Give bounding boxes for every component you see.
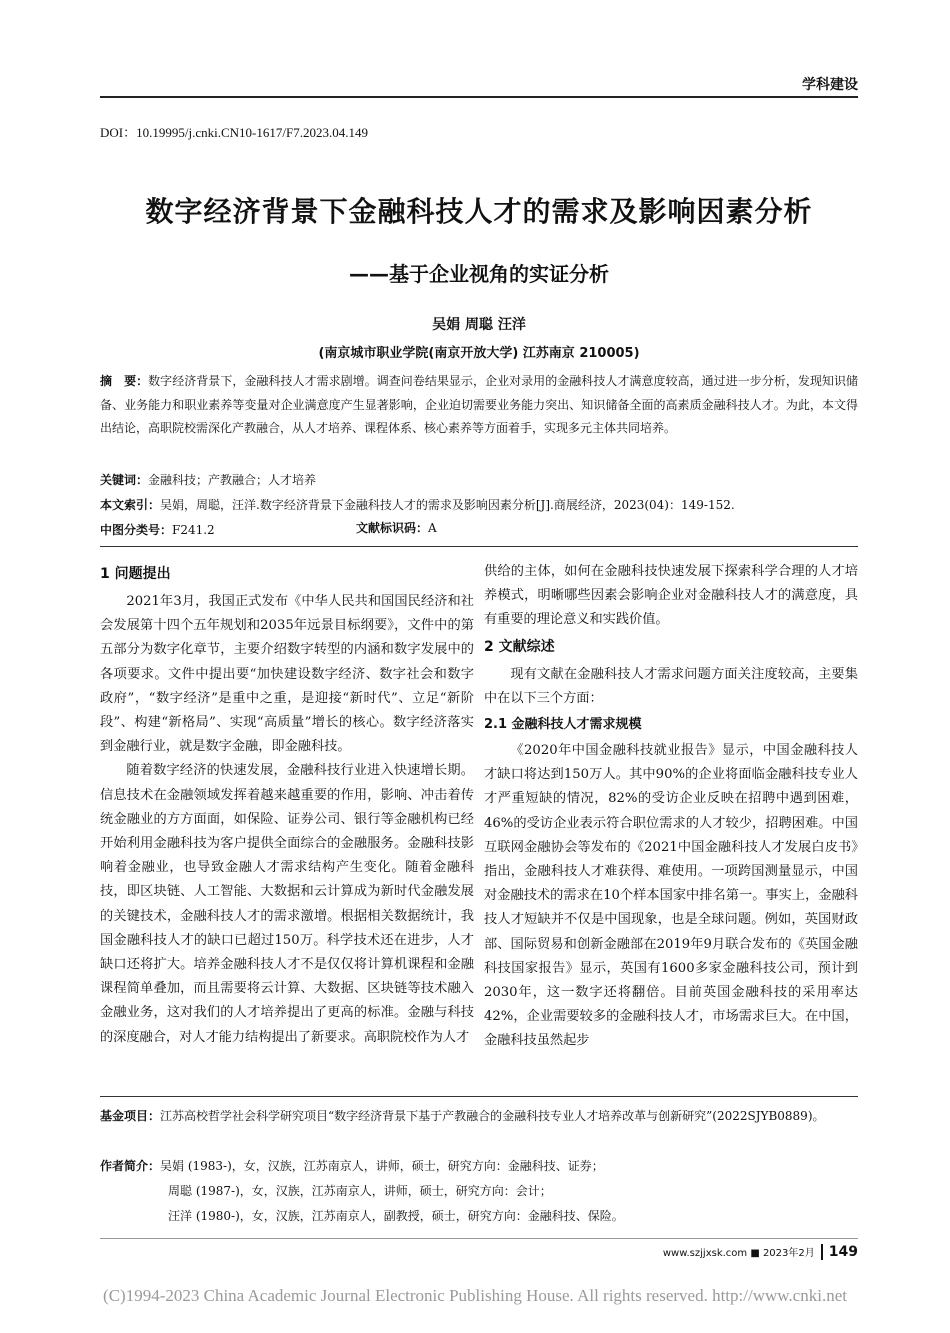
fund-text: 江苏高校哲学社会科学研究项目“数字经济背景下基于产教融合的金融科技专业人才培养改革与创新研究”(2022SJYB0889)。 xyxy=(160,1109,825,1123)
header-rule xyxy=(100,96,858,98)
bio-line: 汪洋 (1980-)，女，汉族，江苏南京人，副教授，硕士，研究方向：金融科技、保险。 xyxy=(168,1209,624,1223)
affiliation: (南京城市职业学院(南京开放大学) 江苏南京 210005) xyxy=(318,346,640,361)
bio-line: 吴娟 (1983-)，女，汉族，江苏南京人，讲师，硕士，研究方向：金融科技、证券； xyxy=(160,1159,604,1173)
paragraph: 《2020年中国金融科技就业报告》显示，中国金融科技人才缺口将达到150万人。其中90%的企业将面临金融科技专业人才严重短缺的情况，82%的受访企业反映在招聘中遇到困难，46%的受访企业表示符合职位需求的人才较少，招聘困难。中国互联网金融协会等发布的《2021中国金融科技人才发展白皮书》指出，金融科技人才难获得、难使用。一项跨国测量显示，中国对金融技术的需求在10个样本国家中排名第一。事实上，金融科技人才短缺并不仅是中国现象，也是全球问题。例如，英国财政部、国际贸易和创新金融部在2019年9月联合发布的《英国金融科技国家报告》显示，英国有1600多家金融科技公司，预计到2030年，这一数字还将翻倍。目前英国金融科技的采用率达42%，企业需要较多的金融科技人才，市场需求巨大。在中国，金融科技虽然起步 xyxy=(484,743,858,1049)
page-bottom-rule xyxy=(100,1238,858,1239)
abstract-text: 数字经济背景下，金融科技人才需求剧增。调查问卷结果显示，企业对录用的金融科技人才满意度较高，通过进一步分析，发现知识储备、业务能力和职业素养等变量对企业满意度产生显著影响，企业迫切需要业务能力突出、知识储备全面的高素质金融科技人才。为此，本文得出结论，高职院校需深化产教融合，从人才培养、课程体系、核心素养等方面着手，实现多元主体共同培养。 xyxy=(100,374,858,435)
body-left-column xyxy=(100,560,474,1050)
article-subtitle: ——基于企业视角的实证分析 xyxy=(349,262,609,286)
authors: 吴娟 周聪 汪洋 xyxy=(432,317,526,333)
keywords xyxy=(100,469,858,493)
keywords-label: 关键词： xyxy=(100,473,149,487)
author-bio xyxy=(100,1154,858,1229)
page-number: 149 xyxy=(821,1244,858,1260)
doccode-text: A xyxy=(428,521,437,535)
page-footer xyxy=(663,1244,858,1260)
bio-line: 周聪 (1987-)，女，汉族，江苏南京人，讲师，硕士，研究方向：会计； xyxy=(168,1184,552,1198)
fund-label: 基金项目： xyxy=(100,1109,161,1123)
clc-label: 中图分类号： xyxy=(100,523,173,537)
paragraph: 随着数字经济的快速发展，金融科技行业进入快速增长期。信息技术在金融领域发挥着越来越重要的作用，影响、冲击着传统金融业的方方面面，如保险、证券公司、银行等金融机构已经开始利用金融科技为客户提供全面综合的金融服务。金融科技影响着金融业，也导致金融人才需求结构产生变化。随着金融科技，即区块链、人工智能、大数据和云计算成为新时代金融发展的关键技术，金融科技人才的需求激增。根据相关数据统计，我国金融科技人才的缺口已超过150万。科学技术还在进步，人才缺口还将扩大。培养金融科技人才不是仅仅将计算机课程和金融课程简单叠加，而且需要将云计算、大数据、区块链等技术融入金融业务，这对我们的人才培养提出了更高的标准。金融与科技的深度融合，对人才能力结构提出了新要求。高职院校作为人才 xyxy=(100,763,474,1045)
citation xyxy=(100,494,858,518)
abstract-label: 摘 要： xyxy=(100,374,149,388)
paragraph: 2021年3月，我国正式发布《中华人民共和国国民经济和社会发展第十四个五年规划和2035年远景目标纲要》，文件中的第五部分为数字化章节，主要介绍数字转型的内涵和数字发展中的各项要求。文件中提出要“加快建设数字经济、数字社会和数字政府”，“数字经济”是重中之重，是迎接“新时代”、立足“新阶段”、构建“新格局”、实现“高质量”增长的核心。数字经济落实到金融行业，就是数字金融，即金融科技。 xyxy=(100,594,474,755)
abstract xyxy=(100,370,858,441)
doi[interactable]: DOI：10.19995/j.cnki.CN10-1617/F7.2023.04.149 xyxy=(100,125,368,140)
article-title: 数字经济背景下金融科技人才的需求及影响因素分析 xyxy=(145,195,813,228)
section-tag: 学科建设 xyxy=(802,77,858,93)
body-right-column xyxy=(484,560,858,1054)
document-code xyxy=(356,519,437,536)
paragraph: 供给的主体，如何在金融科技快速发展下探索科学合理的人才培养模式，明晰哪些因素会影响企业对金融科技人才的满意度，具有重要的理论意义和实践价值。 xyxy=(484,564,858,628)
doccode-label: 文献标识码： xyxy=(356,521,429,535)
citation-label: 本文索引： xyxy=(100,498,161,512)
site-date[interactable]: www.szjjxsk.com ■ 2023年2月 xyxy=(662,1248,815,1259)
keywords-text: 金融科技；产教融合；人才培养 xyxy=(148,473,317,487)
clc-number xyxy=(100,519,340,543)
section-2-1-heading: 2.1 金融科技人才需求规模 xyxy=(484,717,642,733)
footnote-separator xyxy=(100,1096,858,1097)
copyright-watermark: (C)1994-2023 China Academic Journal Electronic Publishing House. All rights reserved. http://www.cnki.net xyxy=(103,1286,847,1305)
clc-text: F241.2 xyxy=(172,523,215,537)
bio-label: 作者简介： xyxy=(100,1159,161,1173)
section-1-heading: 1 问题提出 xyxy=(100,566,171,582)
meta-separator xyxy=(100,546,858,547)
paragraph: 现有文献在金融科技人才需求问题方面关注度较高，主要集中在以下三个方面： xyxy=(484,666,858,706)
fund-info xyxy=(100,1104,858,1129)
section-2-heading: 2 文献综述 xyxy=(484,638,555,655)
citation-text: 吴娟，周聪，汪洋.数字经济背景下金融科技人才的需求及影响因素分析[J].商展经济，2023(04)：149-152. xyxy=(160,498,735,512)
